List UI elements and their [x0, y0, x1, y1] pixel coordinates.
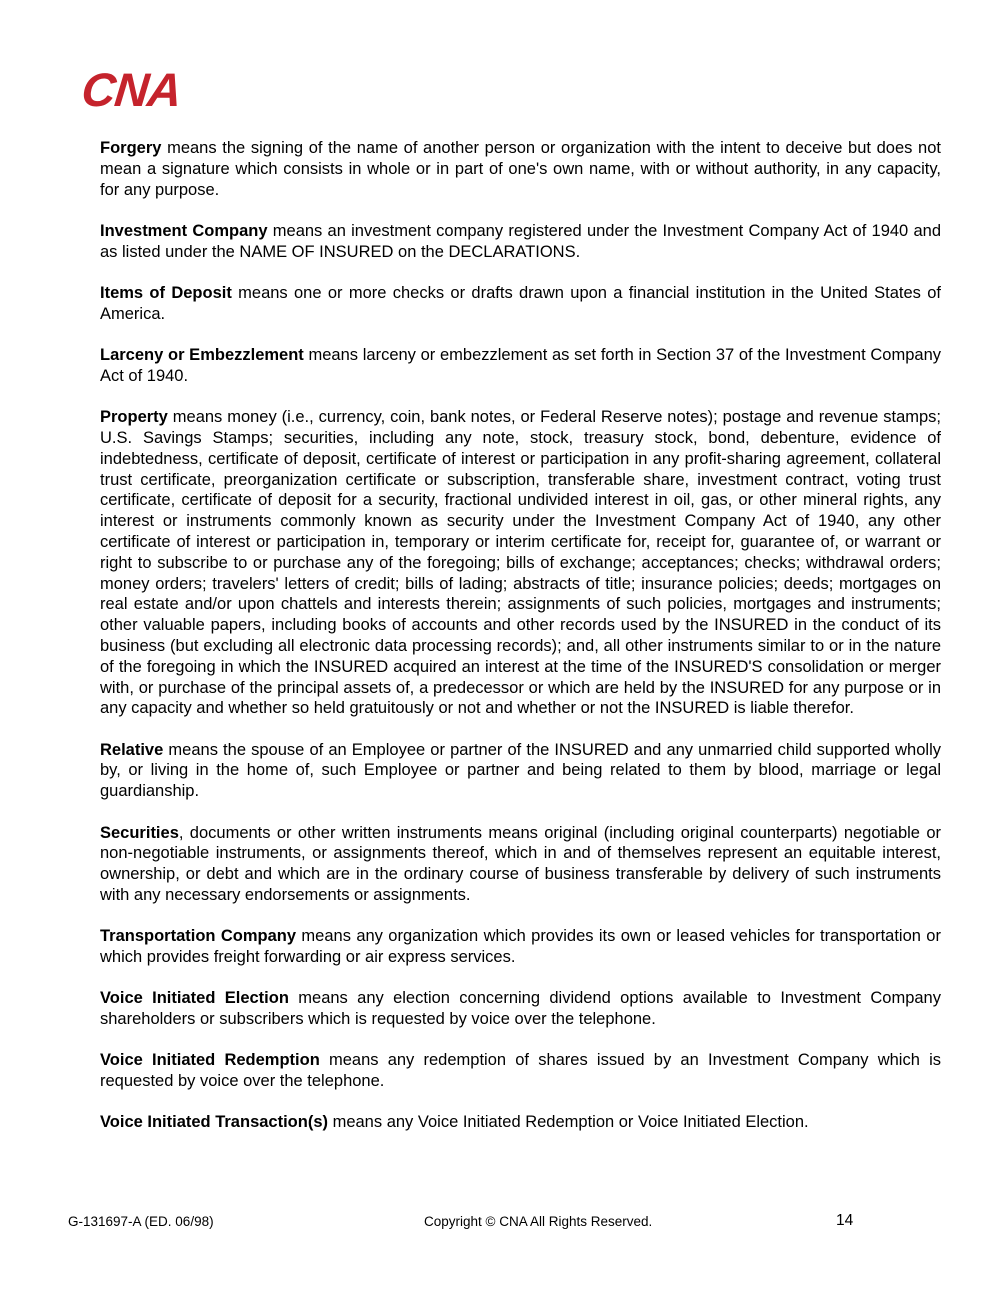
definition-body: means one or more checks or drafts drawn upon a financial institution in the United States of America.: [100, 283, 941, 323]
footer-form-number: G-131697-A (ED. 06/98): [68, 1214, 214, 1229]
definition-paragraph: [100, 740, 941, 802]
definition-body: means larceny or embezzlement as set forth in Section 37 of the Investment Company Act of 1940.: [100, 346, 941, 385]
definition-body: means any organization which provides its own or leased vehicles for transportation or which provides freight forwarding or air express services.: [100, 927, 941, 966]
definition-body: means the signing of the name of another person or organization with the intent to deceive but does not mean a signature which consists in whole or in part of one's own name, with or without authority, in any capacity, for any purpose.: [100, 139, 941, 199]
definition-term: Transportation Company: [100, 927, 297, 946]
definition-term: Voice Initiated Redemption: [100, 1051, 320, 1070]
definition-body: means any Voice Initiated Redemption or Voice Initiated Election.: [328, 1113, 809, 1132]
definition-term: Items of Deposit: [100, 283, 232, 302]
definition-term: Securities: [100, 823, 179, 842]
footer-copyright: Copyright © CNA All Rights Reserved.: [424, 1214, 653, 1229]
definition-body: means any redemption of shares issued by an Investment Company which is requested by voice over the telephone.: [100, 1051, 941, 1091]
definition-term: Investment Company: [100, 221, 268, 240]
definition-term: Forgery: [100, 139, 162, 157]
definition-term: Property: [100, 408, 168, 427]
definition-body: , documents or other written instruments means original (including original counterparts) negotiable or non-negotiable instruments, or assignments thereof, which in and of themselves represent an equitable interest, ownership, or debt and which are in the ordinary course of business transferable by delivery of such instruments with any necessary endorsements or assignments.: [100, 823, 941, 904]
definition-paragraph: [100, 345, 941, 387]
definition-term: Voice Initiated Election: [100, 989, 289, 1008]
definition-paragraph: [100, 407, 941, 719]
definition-paragraph: [100, 988, 941, 1030]
definition-term: Larceny or Embezzlement: [100, 346, 304, 365]
definition-body: means an investment company registered under the Investment Company Act of 1940 and as listed under the NAME OF INSURED on the DECLARATIONS.: [100, 221, 941, 261]
definition-paragraph: [100, 823, 941, 906]
definition-paragraph: [100, 221, 941, 263]
cna-logo: CNA: [79, 63, 184, 116]
definition-paragraph: [100, 283, 941, 325]
definition-body: means any election concerning dividend options available to Investment Company shareholders or subscribers which is requested by voice over the telephone.: [100, 989, 941, 1029]
definitions-section: [100, 138, 941, 1133]
definition-paragraph: [100, 926, 941, 968]
definition-paragraph: [100, 138, 941, 200]
definition-paragraph: [100, 1050, 941, 1092]
definition-body: means money (i.e., currency, coin, bank notes, or Federal Reserve notes); postage and revenue stamps; U.S. Savings Stamps; securities, including any note, stock, treasury stock, bond, debenture, evidence of indebtedness, certificate of deposit, certificate of interest or participation in any profit-sharing agreement, collateral trust certificate, preorganization certificate or subscription, transferable share, investment contract, voting trust certificate, certificate of deposit for a security, fractional undivided interest in oil, gas, or other mineral rights, any interest or instruments commonly known as security under the Investment Company Act of 1940, any other certificate of interest or participation in, temporary or interim certificate for, receipt for, guarantee of, or warrant or right to subscribe to or purchase any of the foregoing; bills of exchange; acceptances; checks; withdrawal orders; money orders; travelers' letters of credit; bills of lading; abstracts of title; insurance policies; deeds; mortgages on real estate and/or upon chattels and interests therein; assignments of such policies, mortgages and instruments; other valuable papers, including books of accounts and other records used by the INSURED in the conduct of its business (but excluding all electronic data processing records); and, all other instruments similar to or in the nature of the foregoing in which the INSURED acquired an interest at the time of the INSURED'S consolidation or merger with, or purchase of the principal assets of, a predecessor or which are held by the INSURED for any purpose or in any capacity and whether so held gratuitously or not and whether or not the INSURED is liable therefor.: [100, 408, 941, 718]
definition-term: Relative: [100, 740, 164, 759]
definition-term: Voice Initiated Transaction(s): [100, 1113, 328, 1132]
definition-paragraph: [100, 1112, 941, 1133]
footer-page-number: 14: [836, 1212, 854, 1229]
definition-body: means the spouse of an Employee or partner of the INSURED and any unmarried child supported wholly by, or living in the home of, such Employee or partner and being related to them by blood, marriage or legal guardianship.: [100, 740, 941, 801]
